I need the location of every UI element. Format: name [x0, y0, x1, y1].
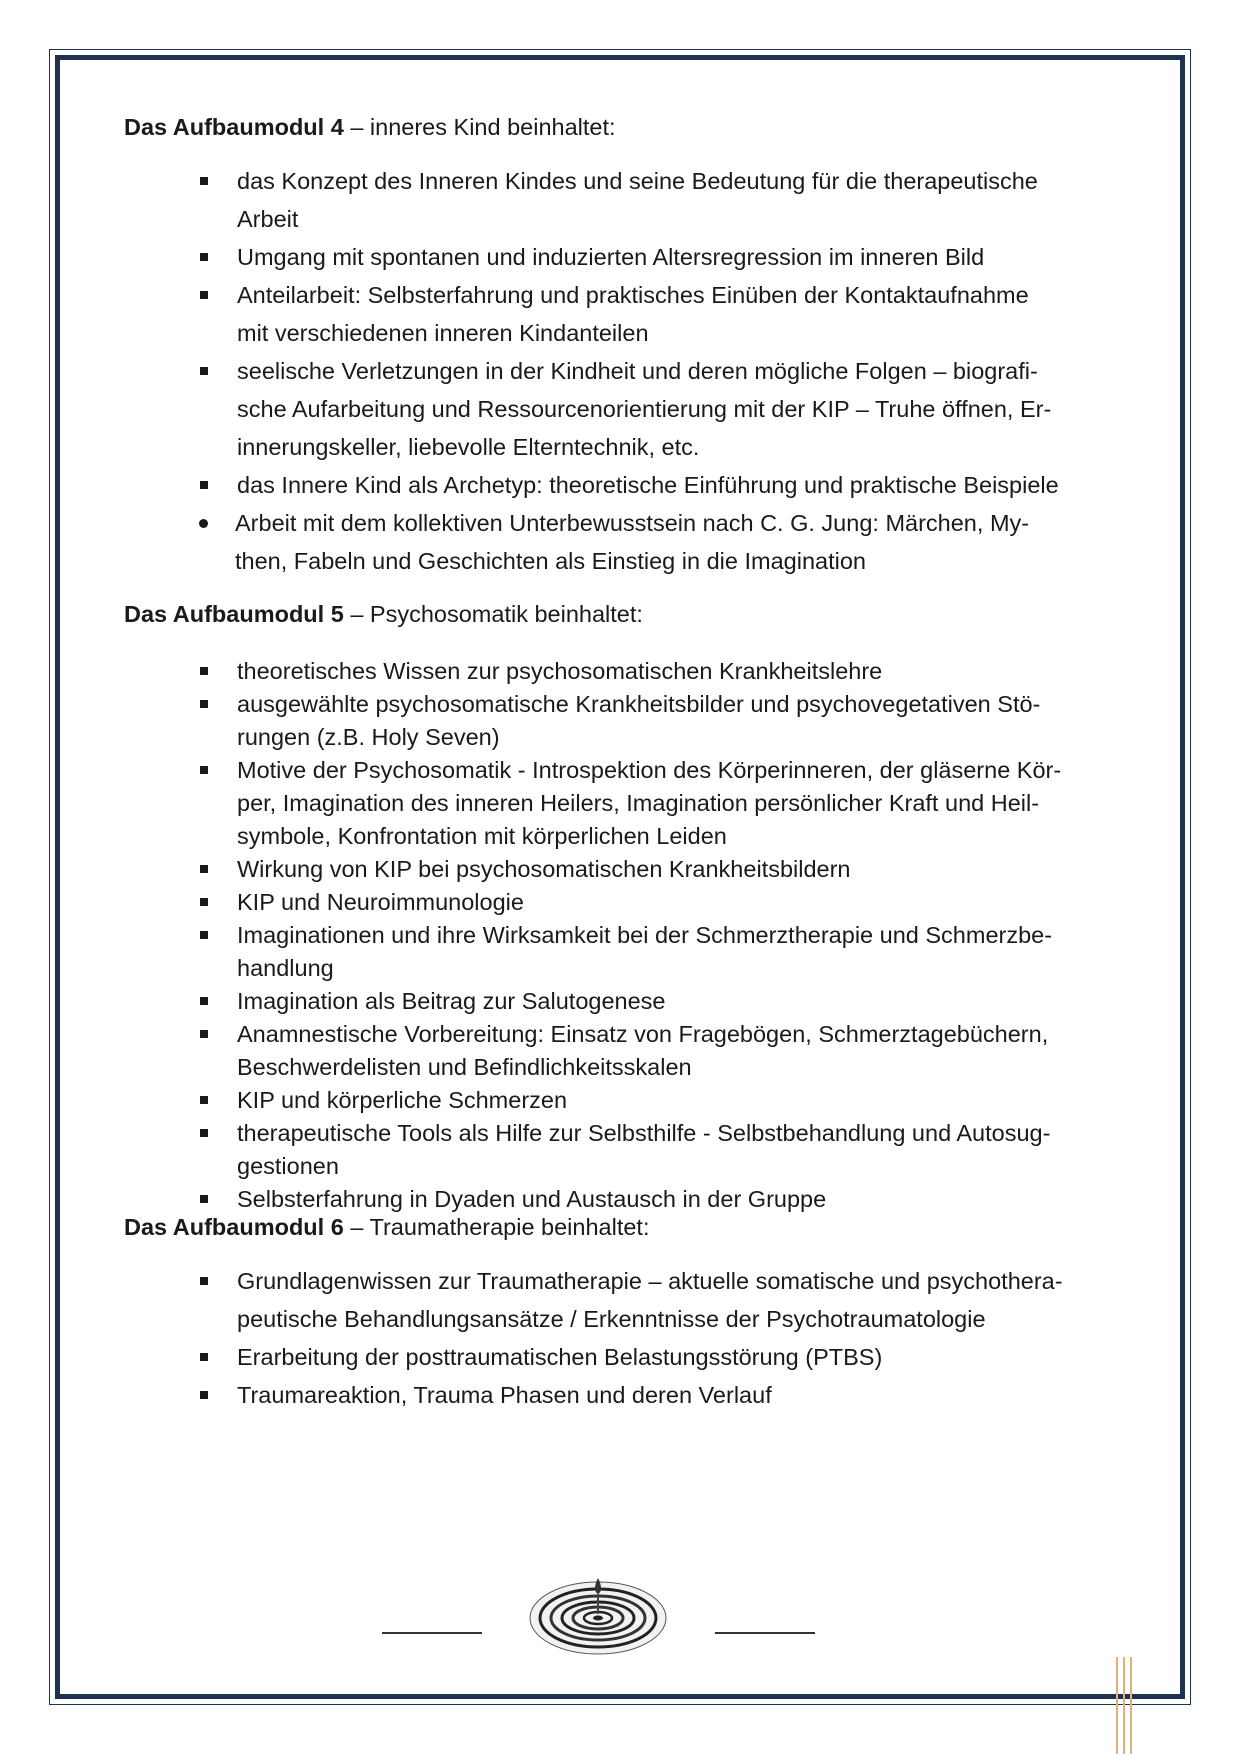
- square-bullet-icon: [200, 1096, 208, 1104]
- square-bullet-icon: [200, 1030, 208, 1038]
- list-item: [124, 162, 1124, 238]
- list-item: [124, 352, 1124, 466]
- list-item: [124, 754, 1124, 853]
- square-bullet-icon: [200, 997, 208, 1005]
- list-item-line: das Konzept des Inneren Kindes und seine Bedeutung für die therapeutische: [237, 168, 1038, 194]
- square-bullet-icon: [200, 1129, 208, 1137]
- list-item: [124, 276, 1124, 352]
- list-item: [124, 919, 1124, 985]
- list-item-line: Arbeit: [237, 206, 299, 232]
- list-item-line: das Innere Kind als Archetyp: theoretische Einführung und praktische Beispiele: [237, 472, 1059, 498]
- list-item-line: Selbsterfahrung in Dyaden und Austausch in der Gruppe: [237, 1186, 827, 1212]
- list-item-line: Erarbeitung der posttraumatischen Belastungsstörung (PTBS): [237, 1344, 883, 1370]
- water-drop-ripple-logo: [528, 1568, 668, 1660]
- list-item: [124, 1338, 1124, 1376]
- list-item: [124, 985, 1124, 1018]
- list-item: [124, 1262, 1124, 1338]
- list-item-line: handlung: [237, 955, 334, 981]
- list-item-line: symbole, Konfrontation mit körperlichen Leiden: [237, 823, 727, 849]
- list-item-line: Anteilarbeit: Selbsterfahrung und praktisches Einüben der Kontaktaufnahme: [237, 282, 1029, 308]
- list-item: [124, 1018, 1124, 1084]
- list-item-line: mit verschiedenen inneren Kindanteilen: [237, 320, 649, 346]
- list-item: [124, 1084, 1124, 1117]
- module-4-list: [124, 162, 1124, 580]
- footer-rule-left: [382, 1632, 482, 1634]
- module-heading-rest: – Psychosomatik beinhaltet:: [343, 601, 643, 627]
- module-heading-bold: Das Aufbaumodul 6: [124, 1214, 344, 1240]
- list-item-line: seelische Verletzungen in der Kindheit und deren mögliche Folgen – biografi-: [237, 358, 1038, 384]
- list-item-line: gestionen: [237, 1153, 339, 1179]
- module-4-heading: [124, 114, 616, 141]
- list-item: [124, 688, 1124, 754]
- square-bullet-icon: [200, 865, 208, 873]
- corner-decoration-stripes: [1114, 1657, 1134, 1754]
- square-bullet-icon: [200, 1195, 208, 1203]
- round-bullet-icon: [199, 519, 208, 528]
- list-item-line: Wirkung von KIP bei psychosomatischen Krankheitsbildern: [237, 856, 851, 882]
- square-bullet-icon: [200, 367, 208, 375]
- square-bullet-icon: [200, 481, 208, 489]
- list-item-line: sche Aufarbeitung und Ressourcenorientierung mit der KIP – Truhe öffnen, Er-: [237, 396, 1052, 422]
- square-bullet-icon: [200, 700, 208, 708]
- list-item-line: Beschwerdelisten und Befindlichkeitsskalen: [237, 1054, 692, 1080]
- square-bullet-icon: [200, 898, 208, 906]
- square-bullet-icon: [200, 667, 208, 675]
- square-bullet-icon: [200, 766, 208, 774]
- list-item: [124, 1376, 1124, 1414]
- list-item-line: Imagination als Beitrag zur Salutogenese: [237, 988, 666, 1014]
- list-item-line: per, Imagination des inneren Heilers, Imagination persönlicher Kraft und Heil-: [237, 790, 1040, 816]
- list-item-line: peutische Behandlungsansätze / Erkenntnisse der Psychotraumatologie: [237, 1306, 986, 1332]
- module-6-heading: [124, 1214, 650, 1241]
- square-bullet-icon: [200, 177, 208, 185]
- module-5-heading: [124, 601, 643, 628]
- list-item: [124, 655, 1124, 688]
- list-item: [124, 886, 1124, 919]
- list-item: [124, 1183, 1124, 1216]
- list-item: [124, 1117, 1124, 1183]
- list-item-line: therapeutische Tools als Hilfe zur Selbsthilfe - Selbstbehandlung und Autosug-: [237, 1120, 1051, 1146]
- list-item-line: Motive der Psychosomatik - Introspektion des Körperinneren, der gläserne Kör-: [237, 757, 1062, 783]
- list-item-line: KIP und körperliche Schmerzen: [237, 1087, 568, 1113]
- square-bullet-icon: [200, 931, 208, 939]
- list-item-line: then, Fabeln und Geschichten als Einstieg in die Imagination: [235, 548, 866, 574]
- module-6-list: [124, 1262, 1124, 1414]
- footer-rule-right: [715, 1632, 815, 1634]
- list-item-line: Anamnestische Vorbereitung: Einsatz von Fragebögen, Schmerztagebüchern,: [237, 1021, 1049, 1047]
- square-bullet-icon: [200, 1277, 208, 1285]
- list-item: [124, 466, 1124, 504]
- list-item-line: Imaginationen und ihre Wirksamkeit bei der Schmerztherapie und Schmerzbe-: [237, 922, 1053, 948]
- module-heading-rest: – Traumatherapie beinhaltet:: [343, 1214, 650, 1240]
- module-5-list: [124, 655, 1124, 1216]
- list-item-line: KIP und Neuroimmunologie: [237, 889, 524, 915]
- list-item: [124, 238, 1124, 276]
- module-heading-rest: – inneres Kind beinhaltet:: [343, 114, 616, 140]
- list-item-line: innerungskeller, liebevolle Elterntechnik, etc.: [237, 434, 700, 460]
- square-bullet-icon: [200, 253, 208, 261]
- square-bullet-icon: [200, 1391, 208, 1399]
- list-item-line: Umgang mit spontanen und induzierten Altersregression im inneren Bild: [237, 244, 985, 270]
- list-item-line: rungen (z.B. Holy Seven): [237, 724, 500, 750]
- square-bullet-icon: [200, 291, 208, 299]
- list-item-line: Grundlagenwissen zur Traumatherapie – aktuelle somatische und psychothera-: [237, 1268, 1063, 1294]
- module-heading-bold: Das Aufbaumodul 4: [124, 114, 344, 140]
- square-bullet-icon: [200, 1353, 208, 1361]
- list-item-line: Traumareaktion, Trauma Phasen und deren Verlauf: [237, 1382, 772, 1408]
- module-heading-bold: Das Aufbaumodul 5: [124, 601, 344, 627]
- list-item: [124, 853, 1124, 886]
- list-item-line: ausgewählte psychosomatische Krankheitsbilder und psychovegetativen Stö-: [237, 691, 1041, 717]
- list-item-line: Arbeit mit dem kollektiven Unterbewusstsein nach C. G. Jung: Märchen, My-: [235, 510, 1030, 536]
- list-item-line: theoretisches Wissen zur psychosomatischen Krankheitslehre: [237, 658, 883, 684]
- list-item: [124, 504, 1124, 580]
